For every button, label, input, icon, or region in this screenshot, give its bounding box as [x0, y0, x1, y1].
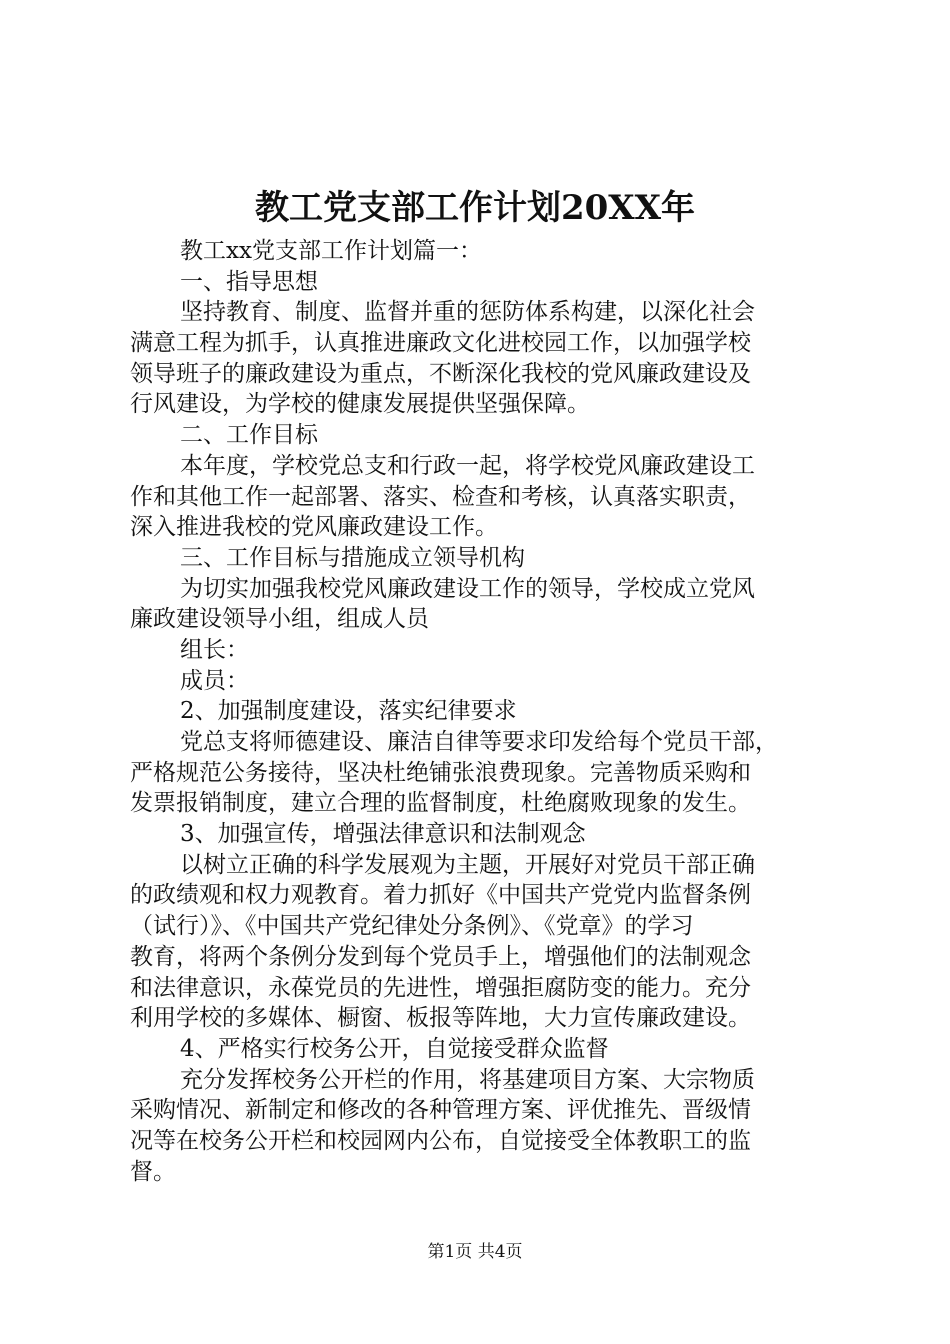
body-text-line: 坚持教育、制度、监督并重的惩防体系构建，以深化社会 — [180, 299, 755, 326]
body-text-line: 作和其他工作一起部署、落实、检查和考核，认真落实职责， — [130, 483, 751, 510]
body-text-line: 成员： — [180, 667, 249, 694]
body-text-line: 4、严格实行校务公开，自觉接受群众监督 — [180, 1035, 609, 1062]
body-text-line: 本年度，学校党总支和行政一起，将学校党风廉政建设工 — [180, 452, 755, 479]
body-text-line: 教工xx党支部工作计划篇一： — [180, 238, 482, 264]
body-text-line: 和法律意识，永葆党员的先进性，增强拒腐防变的能力。充分 — [130, 974, 751, 1001]
body-text-line: 严格规范公务接待，坚决杜绝铺张浪费现象。完善物质采购和 — [130, 759, 751, 786]
body-text-line: 廉政建设领导小组，组成人员 — [130, 606, 429, 633]
body-text-line: 二、工作目标 — [180, 422, 318, 449]
body-text-line: 满意工程为抓手，认真推进廉政文化进校园工作，以加强学校 — [130, 330, 751, 357]
body-text-line: 深入推进我校的党风廉政建设工作。 — [130, 514, 498, 541]
body-text-line: 行风建设，为学校的健康发展提供坚强保障。 — [130, 391, 590, 418]
body-text-line: 况等在校务公开栏和校园网内公布，自觉接受全体教职工的监 — [130, 1127, 751, 1154]
body-text-line: 一、指导思想 — [180, 268, 318, 295]
page-number-footer: 第1页 共4页 — [427, 1242, 523, 1262]
document-body — [130, 236, 830, 1187]
body-text-line: 教育，将两个条例分发到每个党员手上，增强他们的法制观念 — [130, 943, 751, 970]
body-text-line: 充分发挥校务公开栏的作用，将基建项目方案、大宗物质 — [180, 1066, 755, 1093]
body-text-line: 为切实加强我校党风廉政建设工作的领导，学校成立党风 — [180, 575, 755, 602]
document-title: 教工党支部工作计划20XX年 — [254, 188, 696, 228]
body-text-line: 组长： — [180, 636, 249, 663]
body-text-line: 领导班子的廉政建设为重点，不断深化我校的党风廉政建设及 — [130, 360, 751, 387]
body-text-line: 2、加强制度建设，落实纪律要求 — [180, 698, 517, 725]
body-text-line: 利用学校的多媒体、橱窗、板报等阵地，大力宣传廉政建设。 — [130, 1005, 751, 1032]
body-text-line: 采购情况、新制定和修改的各种管理方案、评优推先、晋级情 — [130, 1097, 751, 1124]
body-text-line: 3、加强宣传，增强法律意识和法制观念 — [180, 821, 586, 848]
body-text-line: （试行）》、《中国共产党纪律处分条例》、《党章》的学习 — [130, 913, 694, 940]
body-text-line: 三、工作目标与措施成立领导机构 — [180, 544, 525, 571]
body-text-line: 发票报销制度，建立合理的监督制度，杜绝腐败现象的发生。 — [130, 790, 751, 817]
body-text-line: 党总支将师德建设、廉洁自律等要求印发给每个党员干部， — [180, 729, 778, 755]
body-text-line: 督。 — [130, 1158, 176, 1185]
body-text-line: 以树立正确的科学发展观为主题，开展好对党员干部正确 — [180, 851, 755, 878]
body-text-line: 的政绩观和权力观教育。着力抓好《中国共产党党内监督条例 — [130, 882, 751, 909]
